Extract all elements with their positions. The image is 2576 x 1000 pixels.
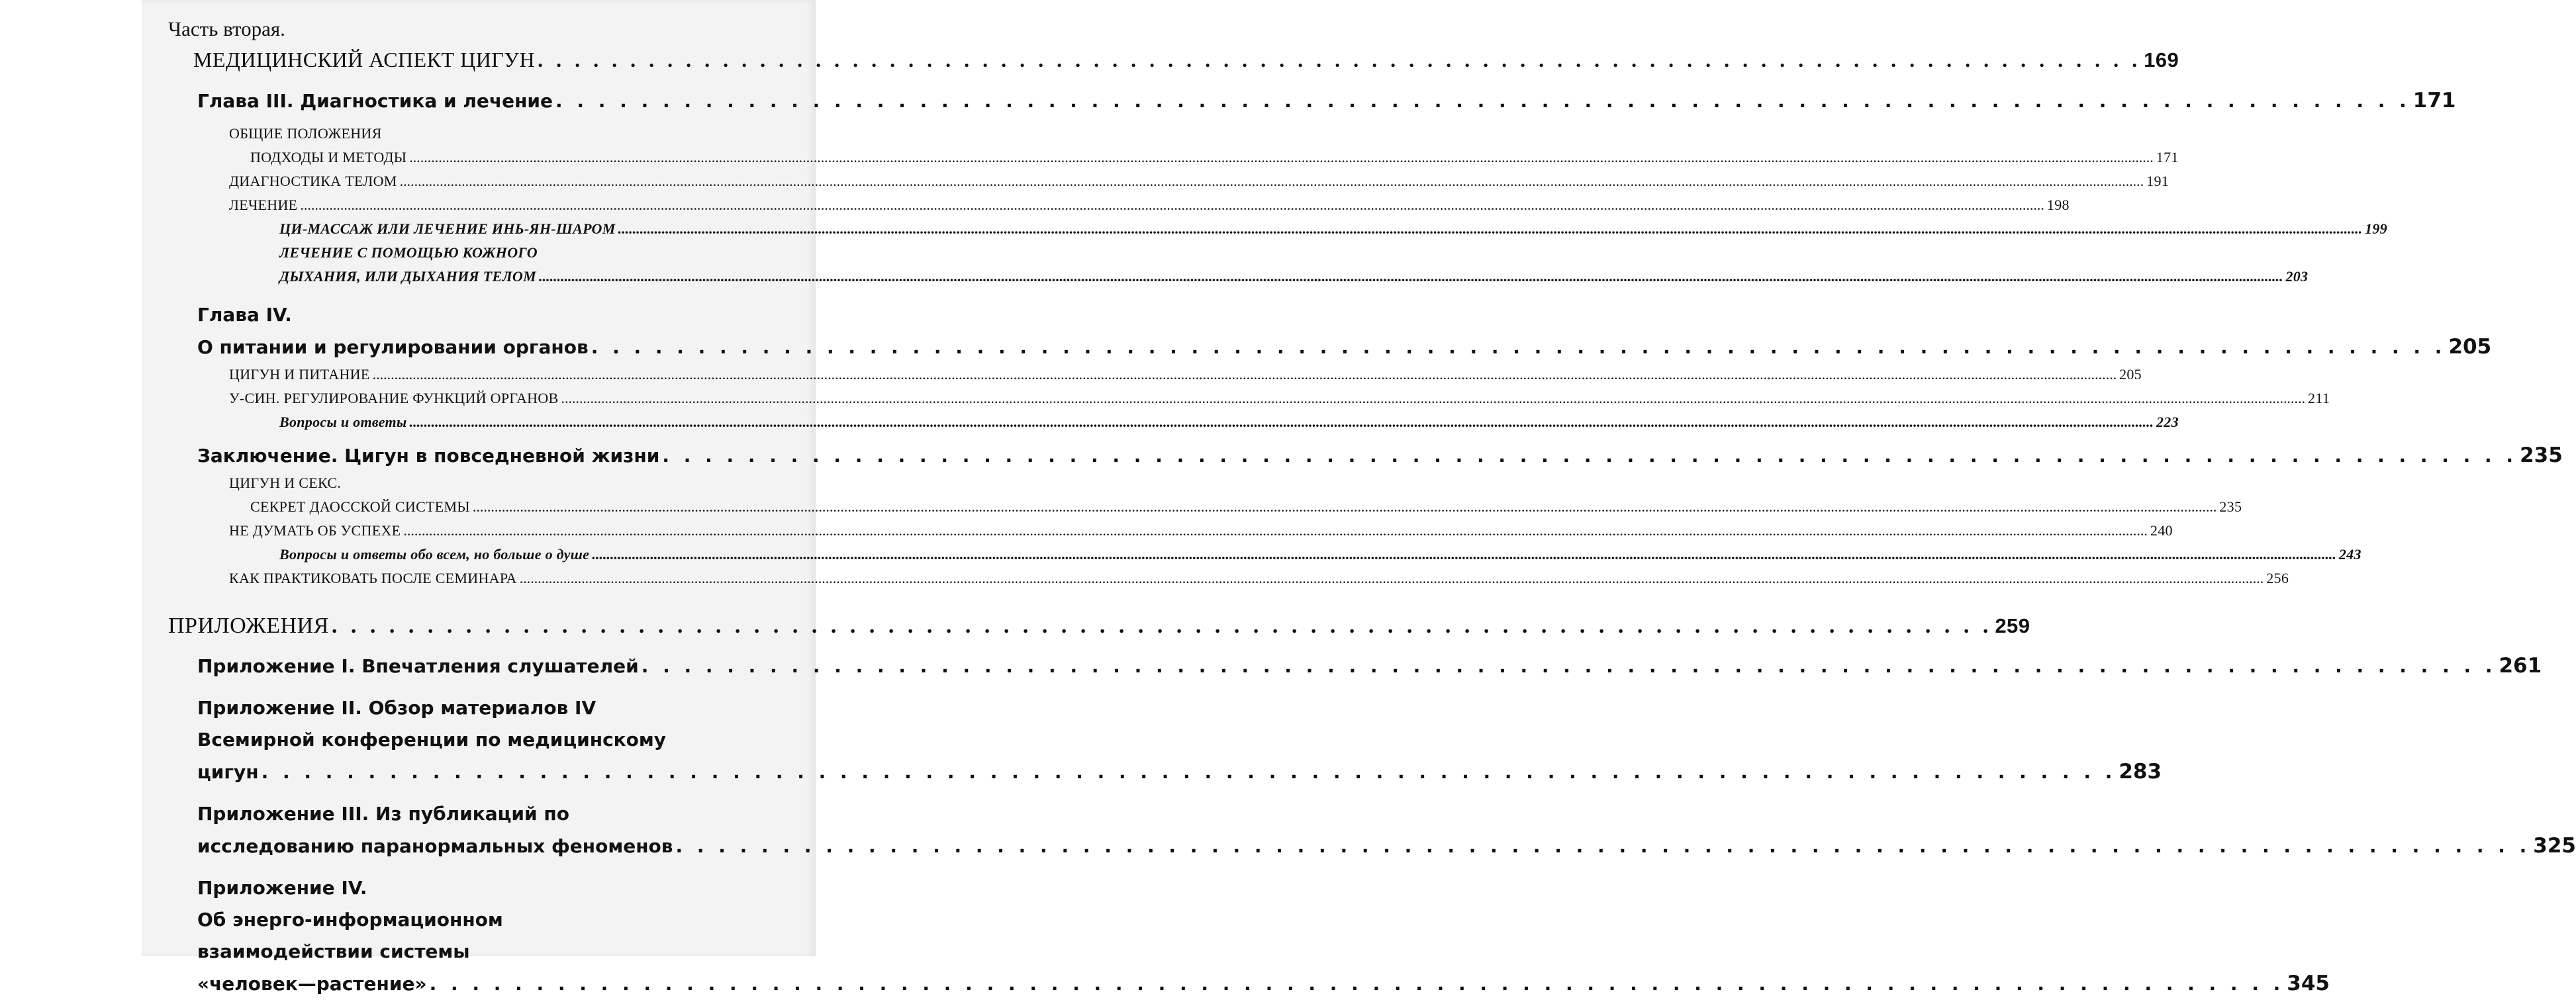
appendices-title: ПРИЛОЖЕНИЯ: [168, 614, 329, 638]
section-title: КАК ПРАКТИКОВАТЬ ПОСЛЕ СЕМИНАРА: [229, 570, 517, 586]
appendix-entry: [168, 968, 2330, 999]
appendix-entry: [168, 650, 2542, 682]
subsection-entry: [168, 265, 2309, 289]
page-number: 171: [2412, 89, 2456, 113]
page-number: 243: [2338, 546, 2361, 563]
section-entry: [168, 169, 2170, 193]
dot-leader: [400, 169, 2144, 193]
dot-leader: [430, 968, 2285, 1000]
chapter-title: Заключение. Цигун в повседневной жизни: [197, 445, 660, 467]
chapter-entry: [168, 331, 2492, 363]
section-entry: [168, 495, 2242, 519]
page-number: 345: [2287, 972, 2330, 995]
book-page: [142, 0, 2576, 995]
dot-leader: [262, 756, 2117, 788]
dot-leader: [409, 146, 2154, 169]
section-entry: [168, 519, 2173, 543]
appendix-line: Приложение IV.: [197, 877, 367, 899]
dot-leader: [539, 265, 2283, 289]
section-entry: [168, 567, 2289, 590]
appendix-title: «человек—растение»: [197, 973, 427, 995]
subsection-entry: [168, 410, 2179, 434]
section-title: ДИАГНОСТИКА ТЕЛОМ: [229, 173, 397, 189]
part-title-entry: [168, 48, 2179, 79]
dot-leader: [642, 651, 2497, 682]
dot-leader: [300, 193, 2044, 217]
subsection-title: ЦИ-МАССАЖ ИЛИ ЛЕЧЕНИЕ ИНЬ-ЯН-ШАРОМ: [279, 220, 616, 237]
appendix-title: исследованию паранормальных феноменов: [197, 835, 673, 857]
section-entry: [168, 146, 2179, 169]
dot-leader: [592, 543, 2336, 567]
dot-leader: [332, 608, 1993, 645]
dot-leader: [410, 410, 2154, 434]
chapter-title: О питании и регулировании органов: [197, 336, 589, 358]
table-of-contents: [168, 17, 2576, 999]
page-number: 211: [2308, 390, 2330, 406]
dot-leader: [555, 85, 2410, 117]
subsection-entry: [168, 543, 2361, 567]
chapter-label: Глава IV.: [197, 304, 292, 326]
page-number: 171: [2156, 149, 2179, 165]
section-title: ПОДХОДЫ И МЕТОДЫ: [250, 149, 407, 165]
appendix-line: Приложение II. Обзор материалов IV: [197, 697, 596, 719]
subsection-entry: [168, 217, 2387, 241]
dot-leader: [561, 386, 2306, 410]
page-number: 235: [2219, 498, 2242, 515]
part-label: Часть вторая.: [168, 17, 285, 40]
page-number: 240: [2150, 522, 2173, 539]
dot-leader: [618, 217, 2363, 241]
subsection-title: ДЫХАНИЯ, ИЛИ ДЫХАНИЯ ТЕЛОМ: [279, 268, 536, 285]
section-title: СЕКРЕТ ДАОССКОЙ СИСТЕМЫ: [250, 498, 470, 515]
appendix-line: взаимодействии системы: [197, 940, 470, 962]
appendix-line: Всемирной конференции по медицинскому: [197, 729, 667, 750]
chapter-title: Глава III. Диагностика и лечение: [197, 90, 553, 112]
appendix-line: Об энерго-информационном: [197, 909, 503, 931]
section-title: НЕ ДУМАТЬ ОБ УСПЕХЕ: [229, 522, 401, 539]
page-number: 283: [2119, 760, 2162, 784]
dot-leader: [538, 48, 2141, 72]
page-number: 203: [2285, 268, 2309, 285]
subsection-line: ЛЕЧЕНИЕ С ПОМОЩЬЮ КОЖНОГО: [279, 244, 538, 261]
page-number: 256: [2266, 570, 2289, 586]
section-title: ЦИГУН И ПИТАНИЕ: [229, 366, 370, 383]
chapter-entry: [168, 439, 2563, 471]
section-line: ОБЩИЕ ПОЛОЖЕНИЯ: [229, 125, 382, 142]
appendix-line: Приложение III. Из публикаций по: [197, 803, 569, 825]
section-entry: [168, 193, 2070, 217]
section-entry: [168, 363, 2142, 386]
section-title: У-СИН. РЕГУЛИРОВАНИЕ ФУНКЦИЙ ОРГАНОВ: [229, 390, 559, 406]
page-number: 259: [1995, 614, 2030, 637]
page-number: 325: [2533, 834, 2576, 858]
subsection-title: Вопросы и ответы обо всем, но больше о душе: [279, 546, 590, 563]
chapter-entry: [168, 85, 2456, 116]
page-number: 205: [2119, 366, 2142, 383]
part-title: МЕДИЦИНСКИЙ АСПЕКТ ЦИГУН: [193, 48, 536, 71]
dot-leader: [403, 519, 2148, 543]
dot-leader: [373, 363, 2117, 386]
page-number: 235: [2520, 443, 2563, 467]
appendix-title: цигун: [197, 761, 259, 783]
section-title: ЛЕЧЕНИЕ: [229, 197, 298, 213]
section-entry: [168, 386, 2330, 410]
appendices-entry: [168, 608, 2030, 645]
dot-leader: [591, 332, 2446, 363]
dot-leader: [520, 567, 2264, 590]
page-number: 169: [2144, 48, 2179, 71]
page-number: 198: [2046, 197, 2070, 213]
page-number: 223: [2156, 414, 2179, 430]
subsection-title: Вопросы и ответы: [279, 414, 407, 430]
page-number: 199: [2365, 220, 2387, 237]
page-number: 191: [2146, 173, 2170, 189]
appendix-entry: [168, 830, 2576, 862]
page-number: 205: [2448, 335, 2492, 359]
appendix-entry: [168, 756, 2162, 788]
page-number: 261: [2499, 654, 2542, 678]
dot-leader: [662, 440, 2517, 472]
appendix-title: Приложение I. Впечатления слушателей: [197, 655, 639, 677]
dot-leader: [676, 831, 2531, 862]
dot-leader: [473, 495, 2217, 519]
section-line: ЦИГУН И СЕКС.: [229, 475, 342, 491]
